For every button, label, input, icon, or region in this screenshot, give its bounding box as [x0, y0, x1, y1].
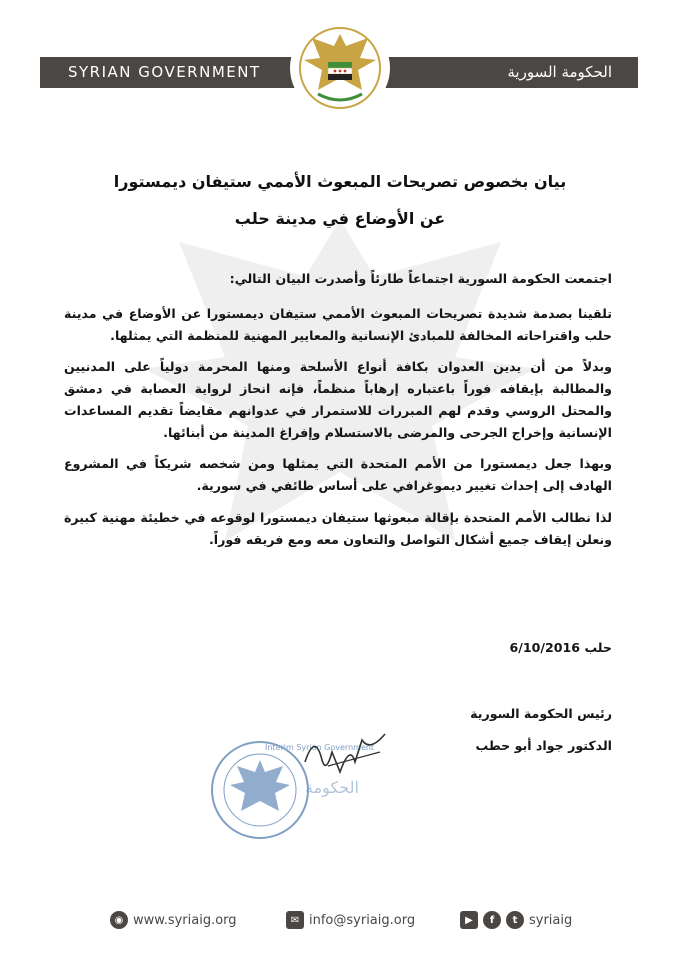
footer-social	[460, 905, 572, 935]
footer-website[interactable]	[110, 905, 237, 935]
statement-subtitle: عن الأوضاع في مدينة حلب	[234, 209, 446, 228]
handwritten-signature	[300, 722, 390, 782]
signatory-name: الدكتور جواد أبو حطب	[475, 738, 612, 753]
email-link[interactable]: info@syriaig.org	[309, 912, 416, 928]
social-handle[interactable]: syriaig	[529, 912, 573, 928]
footer-email[interactable]	[286, 905, 415, 935]
youtube-icon[interactable]: ▶	[460, 911, 478, 929]
signatory-title: رئيس الحكومة السورية	[470, 706, 612, 721]
paragraph: وبهذا جعل ديمستورا من الأمم المتحدة التي يمثلها ومن شخصه شريكاً في المشروع الهادف إلى إحداث تغيير ديموغرافي على أساس طائفي في سورية.	[64, 456, 612, 493]
paragraph: وبدلاً من أن يدين العدوان بكافة أنواع الأسلحة ومنها المحرمة دولياً على المدنيين والمطالبة بإيقافه فوراً باعتباره إرهاباً منظماً، فإنه انحاز لرواية العصابة في دمشق والمحتل الروسي وقدم لهم المبررات للاستمرار في عدوانهم مقايضاً تقديم المساعدات الإنسانية وإخراج الجرحى والمرضى بالاستسلام وإفراغ المدينة من أبنائها.	[64, 359, 612, 440]
header-title-en: SYRIAN GOVERNMENT	[68, 63, 261, 81]
globe-icon: ◉	[110, 911, 128, 929]
header-title-ar: الحكومة السورية	[507, 63, 612, 81]
mail-icon: ✉	[286, 911, 304, 929]
facebook-icon[interactable]: f	[483, 911, 501, 929]
eagle-emblem-icon	[296, 24, 384, 112]
paragraph: تلقينا بصدمة شديدة تصريحات المبعوث الأممي ستيفان ديمستورا عن الأوضاع في مدينة حلب واقتراحاته المخالفة للمبادئ الإنسانية والمعايير المهنية للمنظمة التي يمثلها.	[64, 306, 612, 343]
paragraph: لذا نطالب الأمم المتحدة بإقالة مبعوثها ستيفان ديمستورا لوقوعه في خطيئة مهنية كبيرة ونعلن إيقاف جميع أشكال التواصل والتعاون معه ومع فريقه فوراً.	[64, 510, 612, 547]
twitter-icon[interactable]: t	[506, 911, 524, 929]
footer	[0, 905, 679, 935]
paragraph-intro: اجتمعت الحكومة السورية اجتماعاً طارئاً وأصدرت البيان التالي:	[229, 271, 612, 286]
stamp-text-ar: الحكومة	[305, 778, 359, 797]
government-emblem	[290, 20, 390, 116]
statement-title: بيان بخصوص تصريحات المبعوث الأممي ستيفان ديمستورا	[113, 172, 567, 191]
stamp-text-en: Interim Syrian Government	[265, 743, 375, 752]
date-line: حلب 6/10/2016	[509, 640, 612, 655]
website-link[interactable]: www.syriaig.org	[133, 912, 237, 928]
